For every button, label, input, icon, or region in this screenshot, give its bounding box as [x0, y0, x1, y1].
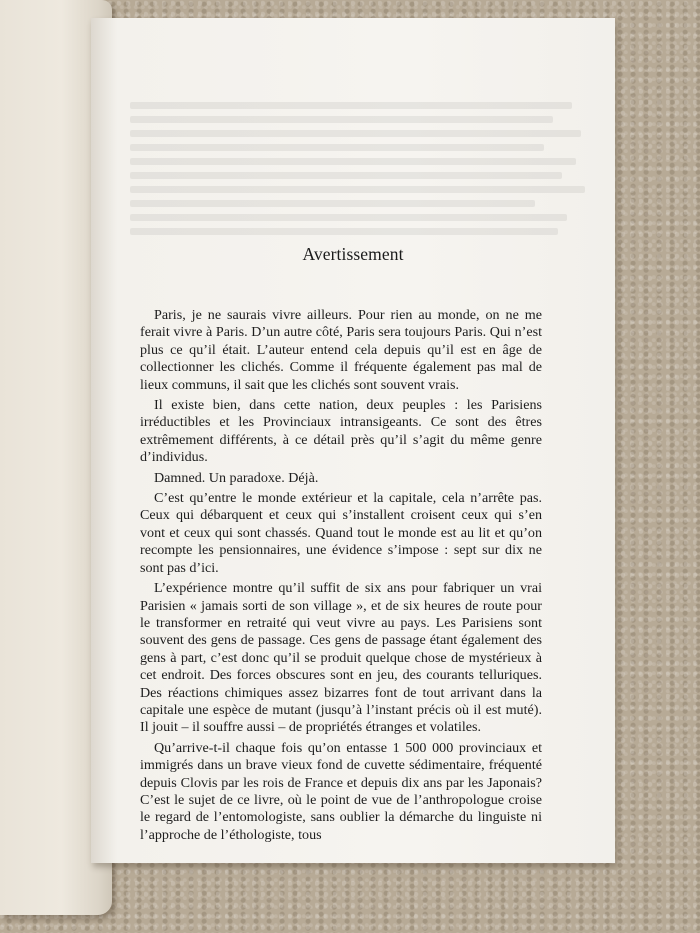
paragraph: L’expérience montre qu’il suffit de six ans pour fabriquer un vrai Parisien « jamais sorti de son village », et de six heures de route pour le transformer en retraité qui veut vivre au pays. Les Parisiens sont souvent des gens de passage. Ces gens de passage étant également des gens à part, c’est donc qu’il se produit quelque chose de mystérieux à cet endroit. Des forces obscures sont en jeu, des courants telluriques. Des réactions chimiques assez bizarres font de tout arrivant dans la capitale une espèce de mutant (jusqu’à l’instant précis où il est muté). Il jouit – il souffre aussi – de propriétés étranges et volatiles. — [140, 580, 542, 736]
chapter-title: Avertissement — [302, 244, 404, 264]
show-through-text — [130, 95, 590, 295]
paragraph: Il existe bien, dans cette nation, deux peuples : les Parisiens irréductibles et les Provinciaux intransigeants. Ce sont des êtres extrêmement différents, à ce détail près qu’il s’agit du même genre d’individus. — [140, 397, 542, 466]
paragraph: Damned. Un paradoxe. Déjà. — [154, 469, 319, 486]
page-body-text — [140, 307, 542, 844]
paragraph: C’est qu’entre le monde extérieur et la capitale, cela n’arrête pas. Ceux qui débarquent et ceux qui s’installent croisent ceux qui s’en vont et ceux qui sont chassés. Quand tout le monde est au lit et qu’on recompte les pensionnaires, une évidence s’impose : sept sur dix ne sont pas d’ici. — [140, 490, 542, 576]
paragraph: Qu’arrive-t-il chaque fois qu’on entasse 1 500 000 provinciaux et immigrés dans un brave vieux fond de cuvette sédimentaire, fréquenté depuis Clovis par les rois de France et depuis dix ans par les Japonais? C’est le sujet de ce livre, où le point de vue de l’anthropologue croise le regard de l’entomologiste, sans oublier la démarche du linguiste ni l’approche de l’éthologiste, tous — [140, 739, 542, 843]
paragraph: Paris, je ne saurais vivre ailleurs. Pour rien au monde, on ne me ferait vivre à Paris. D’un autre côté, Paris sera toujours Paris. Qui n’est plus ce qu’il était. L’auteur entend cela depuis qu’il est en âge de collectionner les clichés. Comme il fréquente également pas mal de lieux communs, il sait que les clichés sont souvent vrais. — [140, 307, 542, 393]
